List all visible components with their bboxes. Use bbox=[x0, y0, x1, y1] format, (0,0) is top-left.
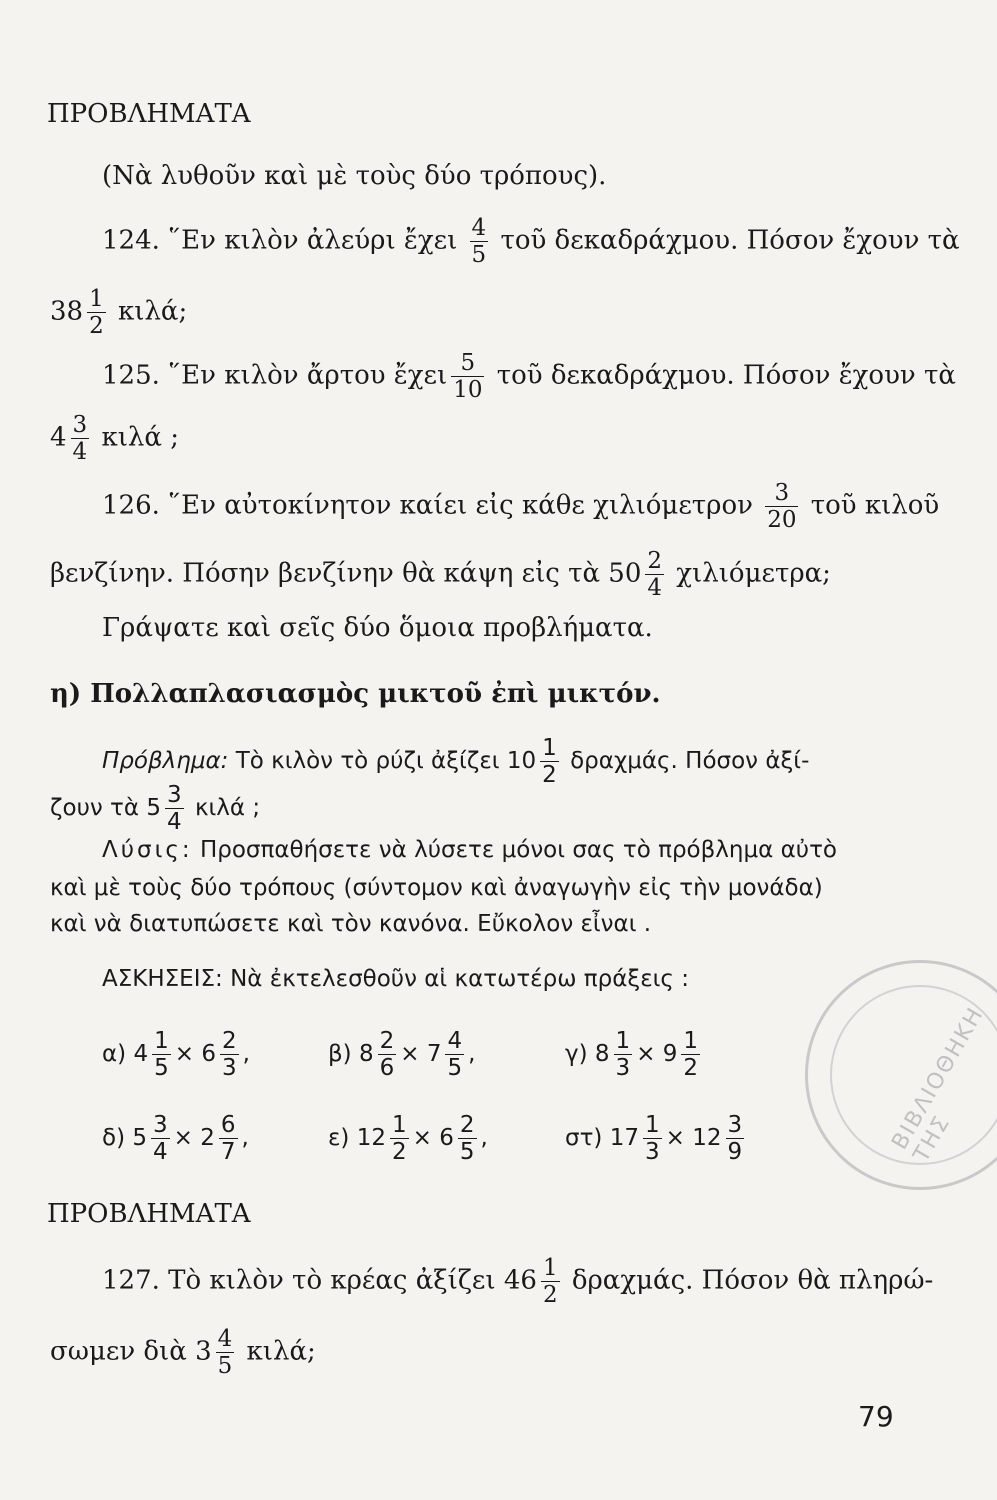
fraction: $\frac{4}{5}$ bbox=[471, 215, 487, 268]
fraction: $\frac{3}{4}$ bbox=[153, 1112, 168, 1165]
fraction: $\frac{2}{3}$ bbox=[221, 1028, 237, 1081]
fraction: $\frac{1}{3}$ bbox=[645, 1112, 660, 1165]
exercise-item: ε) 12 $\frac{1}{2}$ × 6 $\frac{2}{5}$ , bbox=[328, 1112, 488, 1165]
problem-124-line1: 124. ῞Εν κιλὸν ἀλεύρι ἔχει $\frac{4}{5}$ τοῦ δεκαδράχμου. Πόσον ἔχουν τὰ bbox=[102, 215, 960, 268]
problem-125-line1: 125. ῞Εν κιλὸν ἄρτου ἔχει $\frac{5}{10}$ τοῦ δεκαδράχμου. Πόσον ἔχουν τὰ bbox=[102, 350, 956, 403]
heading-problems: ΠΡΟΒΛΗΜΑΤΑ bbox=[47, 99, 251, 129]
fraction: $\frac{3}{4}$ bbox=[167, 782, 182, 835]
fraction: $\frac{1}{2}$ bbox=[683, 1028, 699, 1081]
fraction: $\frac{5}{10}$ bbox=[453, 350, 483, 403]
solution-line3: καὶ νὰ διατυπώσετε καὶ τὸν κανόνα. Εὔκολον εἶναι . bbox=[50, 911, 652, 937]
stamp-text: ΒΙΒΛΙΟΘΗΚΗ ΤΗΣ bbox=[887, 1002, 990, 1167]
fraction: $\frac{3}{20}$ bbox=[767, 480, 797, 533]
fraction: $\frac{2}{4}$ bbox=[647, 548, 663, 601]
exercise-item: δ) 5 $\frac{3}{4}$ × 2 $\frac{6}{7}$ , bbox=[102, 1112, 249, 1165]
page-number: 79 bbox=[858, 1400, 894, 1433]
exercise-item: γ) 8 $\frac{1}{3}$ × 9 $\frac{1}{2}$ bbox=[565, 1028, 699, 1081]
heading-problems-2: ΠΡΟΒΛΗΜΑΤΑ bbox=[47, 1199, 251, 1229]
problem-line2: ζουν τὰ 5 $\frac{3}{4}$ κιλά ; bbox=[50, 782, 261, 835]
problem-127-line1: 127. Τὸ κιλὸν τὸ κρέας ἀξίζει 46 $\frac{1}{2}$ δραχμάς. Πόσον θὰ πληρώ- bbox=[102, 1255, 934, 1308]
solution-line1: Λύσις: Προσπαθήσετε νὰ λύσετε μόνοι σας τὸ πρόβλημα αὐτὸ bbox=[102, 837, 837, 863]
problem-125-line2: 4 $\frac{3}{4}$ κιλά ; bbox=[50, 412, 179, 465]
fraction: $\frac{6}{7}$ bbox=[220, 1112, 236, 1165]
problem-127-line2: σωμεν διὰ 3 $\frac{4}{5}$ κιλά; bbox=[50, 1326, 316, 1379]
fraction: $\frac{3}{4}$ bbox=[72, 412, 88, 465]
fraction: $\frac{1}{2}$ bbox=[392, 1112, 407, 1165]
exercise-item: α) 4 $\frac{1}{5}$ × 6 $\frac{2}{3}$ , bbox=[102, 1028, 250, 1081]
fraction: $\frac{1}{2}$ bbox=[542, 735, 557, 788]
section-heading: η) Πολλαπλασιασμὸς μικτοῦ ἐπὶ μικτόν. bbox=[50, 679, 661, 709]
write-similar-text: Γράψατε καὶ σεῖς δύο ὅμοια προβλήματα. bbox=[102, 613, 653, 643]
fraction: $\frac{1}{3}$ bbox=[615, 1028, 631, 1081]
fraction: $\frac{1}{2}$ bbox=[89, 286, 104, 339]
fraction: $\frac{2}{6}$ bbox=[379, 1028, 395, 1081]
fraction: $\frac{4}{5}$ bbox=[217, 1326, 233, 1379]
fraction: $\frac{3}{9}$ bbox=[727, 1112, 743, 1165]
fraction: $\frac{4}{5}$ bbox=[447, 1028, 463, 1081]
problem-126-line1: 126. ῞Εν αὐτοκίνητον καίει εἰς κάθε χιλιόμετρον $\frac{3}{20}$ τοῦ κιλοῦ bbox=[102, 480, 940, 533]
problem-126-line2: βενζίνην. Πόσην βενζίνην θὰ κάψη εἰς τὰ 50 $\frac{2}{4}$ χιλιόμετρα; bbox=[50, 548, 831, 601]
problem-line1: Πρόβλημα: Τὸ κιλὸν τὸ ρύζι ἀξίζει 10 $\frac{1}{2}$ δραχμάς. Πόσον ἀξί- bbox=[102, 735, 810, 788]
solution-label: Λύσις: bbox=[102, 837, 193, 863]
exercises-heading: ΑΣΚΗΣΕΙΣ: Νὰ ἐκτελεσθοῦν αἱ κατωτέρω πράξεις : bbox=[102, 966, 689, 992]
solution-line2: καὶ μὲ τοὺς δύο τρόπους (σύντομον καὶ ἀναγωγὴν εἰς τὴν μονάδα) bbox=[50, 875, 823, 901]
exercise-item: στ) 17 $\frac{1}{3}$ × 12 $\frac{3}{9}$ bbox=[565, 1112, 743, 1165]
fraction: $\frac{2}{5}$ bbox=[459, 1112, 475, 1165]
subtitle: (Νὰ λυθοῦν καὶ μὲ τοὺς δύο τρόπους). bbox=[102, 161, 607, 191]
problem-label: Πρόβλημα: bbox=[102, 748, 229, 774]
fraction: $\frac{1}{5}$ bbox=[154, 1028, 169, 1081]
problem-124-line2: 38 $\frac{1}{2}$ κιλά; bbox=[50, 286, 188, 339]
library-stamp bbox=[805, 960, 997, 1190]
exercise-item: β) 8 $\frac{2}{6}$ × 7 $\frac{4}{5}$ , bbox=[328, 1028, 476, 1081]
fraction: $\frac{1}{2}$ bbox=[542, 1255, 558, 1308]
